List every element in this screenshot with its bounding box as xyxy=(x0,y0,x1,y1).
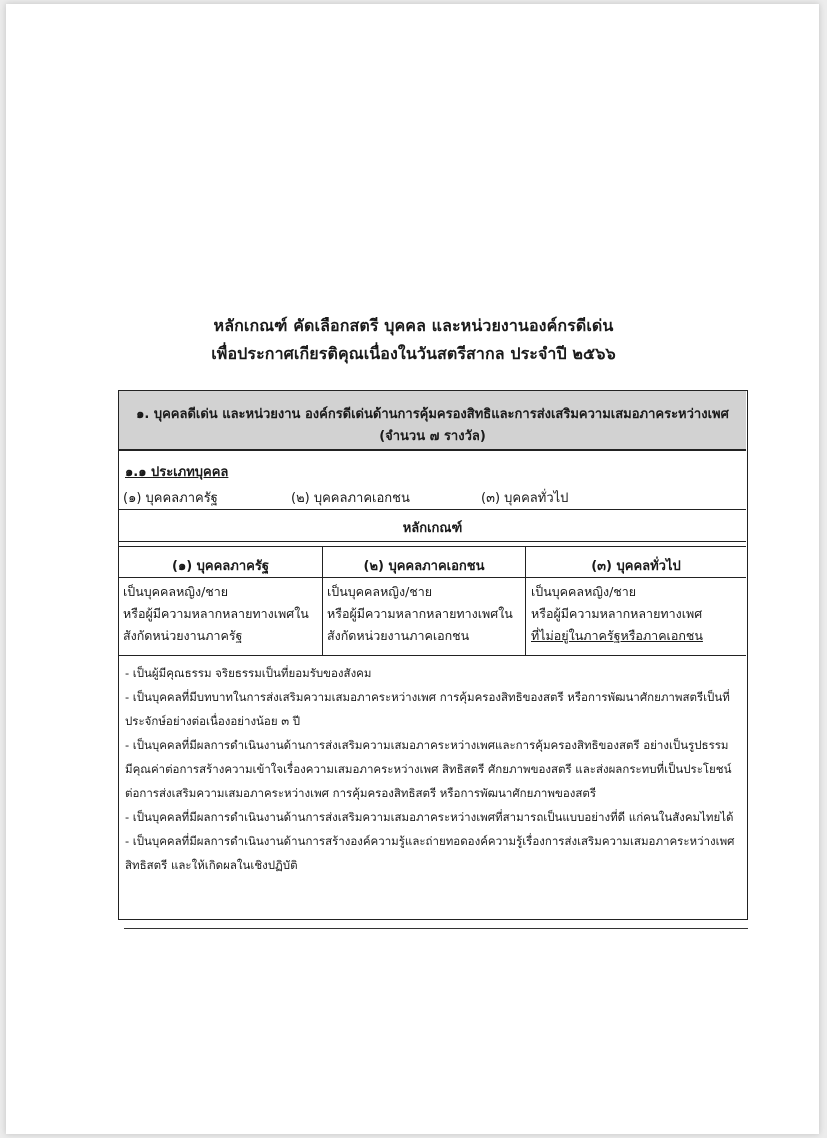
column-divider xyxy=(525,547,526,655)
cell-line: เป็นบุคคลหญิง/ชาย xyxy=(327,584,433,599)
section-header xyxy=(119,391,746,451)
column-cell xyxy=(531,581,703,647)
document-title-line1: หลักเกณฑ์ คัดเลือกสตรี บุคคล และหน่วยงานองค์กรดีเด่น xyxy=(213,316,614,335)
column-header: (๒) บุคคลภาคเอกชน xyxy=(363,559,485,574)
cell-line: หรือผู้มีความหลากหลายทางเพศใน xyxy=(327,606,513,621)
section-heading: ๑. บุคคลดีเด่น และหน่วยงาน องค์กรดีเด่นด้านการคุ้มครองสิทธิและการส่งเสริมความเสมอภาคระหว่างเพศ xyxy=(136,407,729,422)
bullet-line: ประจักษ์อย่างต่อเนื่องอย่างน้อย ๓ ปี xyxy=(125,714,301,728)
cell-line: เป็นบุคคลหญิง/ชาย xyxy=(123,584,229,599)
bullet-line: มีคุณค่าต่อการสร้างความเข้าใจเรื่องความเสมอภาคระหว่างเพศ สิทธิสตรี ศักยภาพของสตรี และส่งผลกระทบที่เป็นประโยชน์ xyxy=(125,762,732,776)
column-cell xyxy=(123,581,309,647)
cell-line: ที่ไม่อยู่ในภาครัฐหรือภาคเอกชน xyxy=(531,628,703,643)
cell-line: หรือผู้มีความหลากหลายทางเพศ xyxy=(531,606,703,621)
column-divider xyxy=(322,547,323,655)
cell-line: สังกัดหน่วยงานภาครัฐ xyxy=(123,628,243,643)
divider xyxy=(119,577,746,578)
bottom-rule xyxy=(124,928,748,929)
type-item: (๒) บุคคลภาคเอกชน xyxy=(291,491,410,506)
document-title-line2: เพื่อประกาศเกียรติคุณเนื่องในวันสตรีสากล ประจำปี ๒๕๖๖ xyxy=(211,344,616,363)
cell-line: หรือผู้มีความหลากหลายทางเพศใน xyxy=(123,606,309,621)
section-subheading: (จำนวน ๗ รางวัล) xyxy=(379,429,486,444)
bullet-line: - เป็นบุคคลที่มีผลการดำเนินงานด้านการส่งเสริมความเสมอภาคระหว่างเพศและการคุ้มครองสิทธิของสตรี อย่างเป็นรูปธรรม xyxy=(125,738,729,752)
divider xyxy=(119,509,746,510)
column-header: (๓) บุคคลทั่วไป xyxy=(591,559,681,574)
cell-line: สังกัดหน่วยงานภาคเอกชน xyxy=(327,628,470,643)
bullet-line: - เป็นบุคคลที่มีผลการดำเนินงานด้านการสร้างองค์ความรู้และถ่ายทอดองค์ความรู้เรื่องการส่งเสริมความเสมอภาคระหว่างเพศ xyxy=(125,834,735,848)
criteria-heading: หลักเกณฑ์ xyxy=(402,521,463,536)
bullet-line: - เป็นผู้มีคุณธรรม จริยธรรมเป็นที่ยอมรับของสังคม xyxy=(125,666,372,680)
cell-line: เป็นบุคคลหญิง/ชาย xyxy=(531,584,637,599)
bullet-line: - เป็นบุคคลที่มีบทบาทในการส่งเสริมความเสมอภาคระหว่างเพศ การคุ้มครองสิทธิของสตรี หรือการพัฒนาศักยภาพสตรีเป็นที่ xyxy=(125,690,730,704)
column-cell xyxy=(327,581,513,647)
divider xyxy=(119,546,746,547)
subsection-title: ๑.๑ ประเภทบุคคล xyxy=(125,465,229,480)
bullet-line: - เป็นบุคคลที่มีผลการดำเนินงานด้านการส่งเสริมความเสมอภาคระหว่างเพศที่สามารถเป็นแบบอย่างที่ดี แก่คนในสังคมไทยได้ xyxy=(125,810,734,824)
divider xyxy=(119,655,746,656)
type-item: (๑) บุคคลภาครัฐ xyxy=(123,491,218,506)
column-header: (๑) บุคคลภาครัฐ xyxy=(172,559,269,574)
criteria-bullets xyxy=(125,661,741,877)
divider xyxy=(119,541,746,542)
criteria-box xyxy=(118,390,748,920)
bullet-line: สิทธิสตรี และให้เกิดผลในเชิงปฏิบัติ xyxy=(125,858,298,872)
type-item: (๓) บุคคลทั่วไป xyxy=(481,491,569,506)
bullet-line: ต่อการส่งเสริมความเสมอภาคระหว่างเพศ การคุ้มครองสิทธิสตรี หรือการพัฒนาศักยภาพของสตรี xyxy=(125,786,597,800)
